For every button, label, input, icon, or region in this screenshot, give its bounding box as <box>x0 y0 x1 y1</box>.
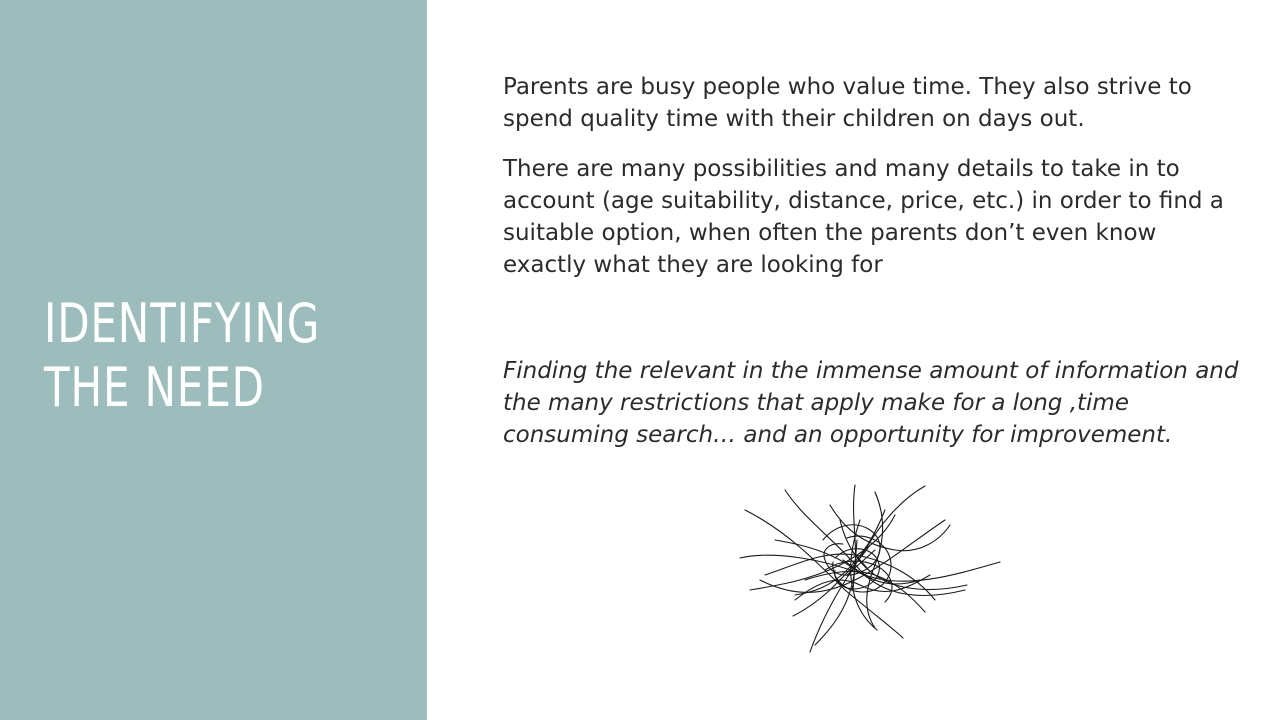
paragraph-1: Parents are busy people who value time. They also strive to spend quality time with their children on days out. <box>503 74 1192 132</box>
paragraph-2: There are many possibilities and many details to take in to account (age suitability, distance, price, etc.) in order to find a suitable option, when often the parents don’t even know exactly what they are looking for <box>503 156 1224 278</box>
slide-body <box>503 71 1243 469</box>
slide-title: IDENTIFYING THE NEED <box>44 292 321 419</box>
italic-paragraph: Finding the relevant in the immense amount of information and the many restrictions that apply make for a long ,time consuming search… and an opportunity for improvement. <box>503 358 1239 448</box>
tangled-scribble-icon <box>735 480 1005 660</box>
left-accent-panel <box>0 0 427 720</box>
